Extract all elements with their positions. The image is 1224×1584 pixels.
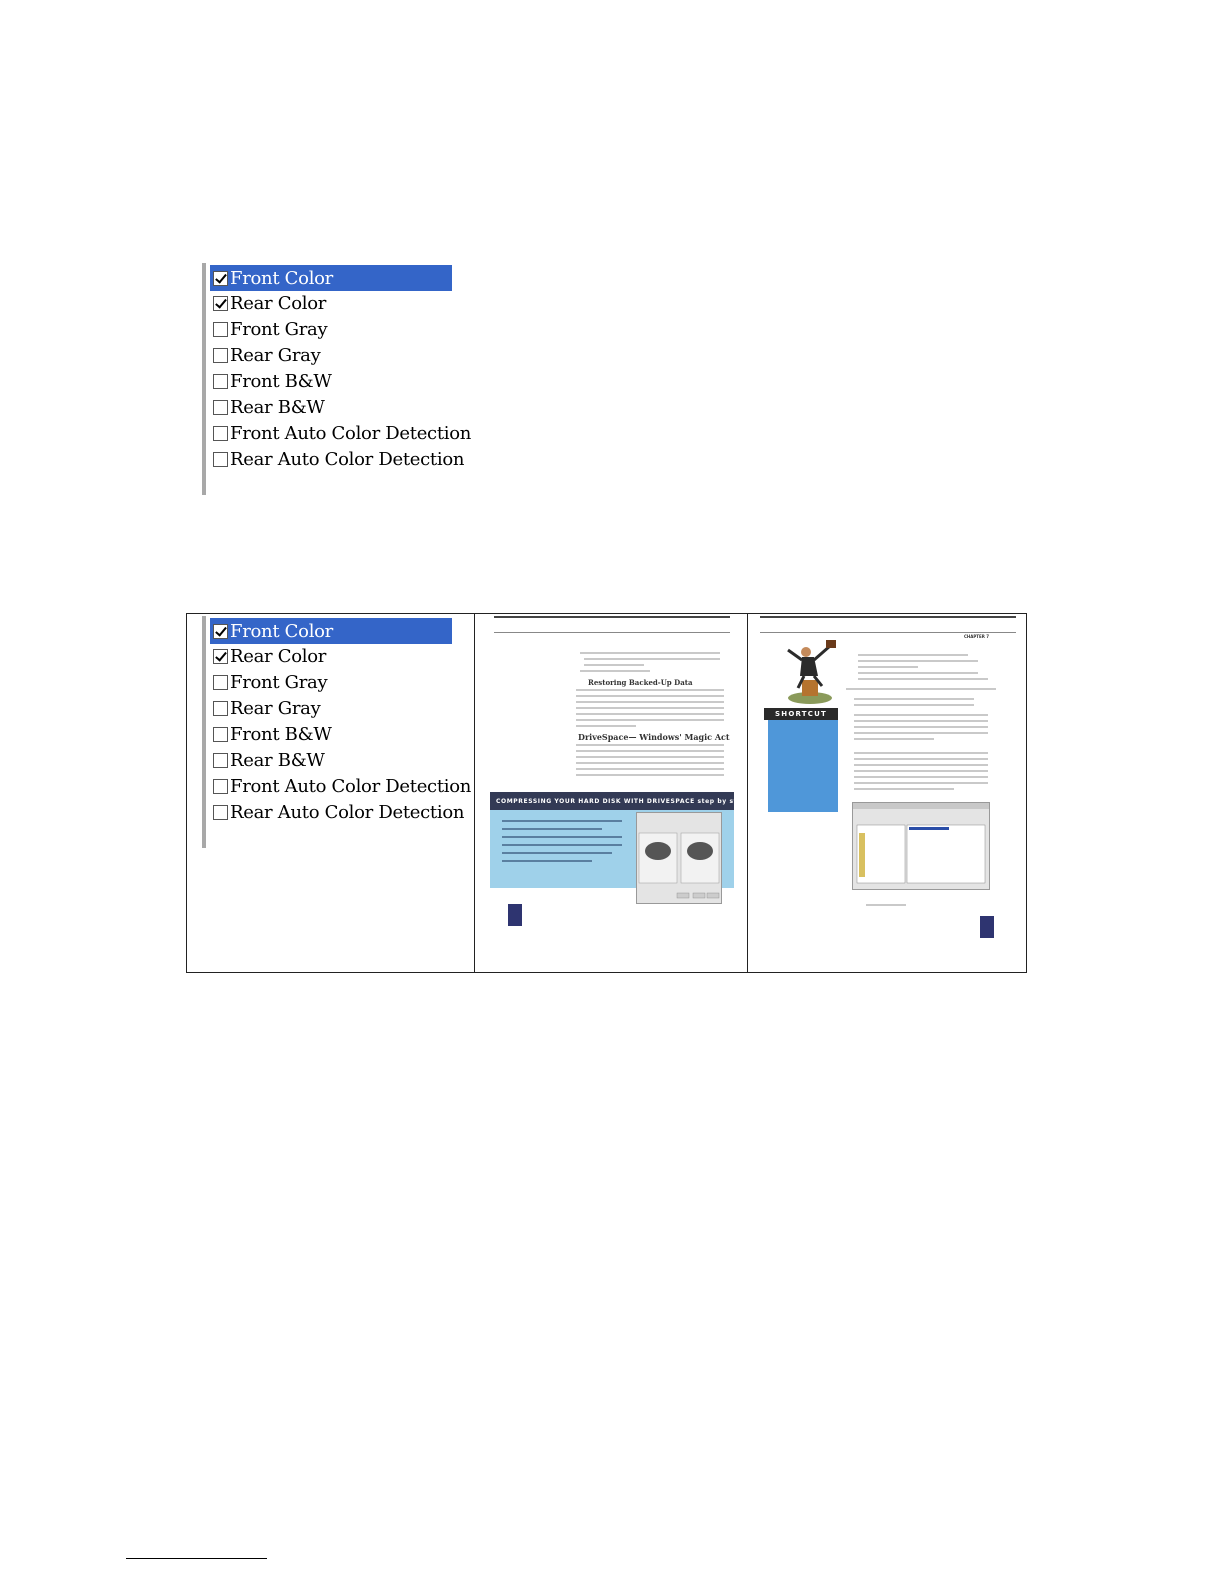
- option-label: Rear B&W: [230, 397, 325, 418]
- text-line: [858, 672, 978, 674]
- unchecked-checkbox[interactable]: [213, 727, 228, 742]
- option-row[interactable]: [210, 773, 472, 799]
- text-line: [576, 768, 724, 770]
- checked-checkbox[interactable]: [213, 649, 228, 664]
- option-row[interactable]: [210, 395, 452, 421]
- unchecked-checkbox[interactable]: [213, 374, 228, 389]
- option-row[interactable]: [210, 670, 452, 696]
- text-line: [858, 654, 968, 656]
- option-row[interactable]: [210, 265, 452, 291]
- text-line: [576, 756, 724, 758]
- text-line: [576, 750, 724, 752]
- unchecked-checkbox[interactable]: [213, 426, 228, 441]
- running-head-rule: [760, 632, 1016, 633]
- text-line: [576, 707, 724, 709]
- text-line: [854, 704, 974, 706]
- scan-option-list-table: [202, 616, 472, 848]
- option-row[interactable]: [210, 618, 452, 644]
- dialog-screenshot: [636, 812, 722, 904]
- unchecked-checkbox[interactable]: [213, 452, 228, 467]
- unchecked-checkbox[interactable]: [213, 348, 228, 363]
- text-line: [854, 764, 988, 766]
- option-label: Front Gray: [230, 319, 328, 341]
- text-line: [854, 752, 988, 754]
- section-heading: DriveSpace— Windows' Magic Act: [578, 732, 730, 742]
- text-line: [576, 701, 724, 703]
- text-line: [576, 695, 724, 697]
- unchecked-checkbox[interactable]: [213, 753, 228, 768]
- option-row[interactable]: [210, 291, 452, 317]
- text-line: [576, 744, 724, 746]
- option-label: Rear Auto Color Detection: [230, 801, 465, 823]
- text-line: [576, 689, 724, 691]
- section-heading: Restoring Backed-Up Data: [588, 678, 693, 687]
- text-line: [846, 688, 996, 690]
- list-border: [202, 263, 206, 495]
- text-line: [854, 720, 988, 722]
- unchecked-checkbox[interactable]: [213, 322, 228, 337]
- page-number-tab: [980, 916, 994, 938]
- running-head-rule: [494, 632, 730, 633]
- backup-window-screenshot: [852, 802, 990, 890]
- option-label: Rear Gray: [230, 698, 321, 720]
- step-line: [502, 860, 592, 862]
- option-label: Rear Gray: [230, 345, 321, 367]
- option-label: Rear Color: [230, 646, 327, 668]
- step-line: [502, 820, 622, 822]
- page-top-border: [494, 616, 730, 618]
- text-line: [854, 776, 988, 778]
- text-line: [854, 714, 988, 716]
- dialog-drives-graphic: [637, 813, 721, 903]
- step-line: [502, 844, 622, 846]
- text-line: [854, 770, 988, 772]
- text-line: [854, 698, 974, 700]
- running-businessman-illustration: [780, 636, 840, 706]
- text-line: [854, 782, 988, 784]
- option-row[interactable]: [210, 696, 452, 722]
- text-line: [854, 758, 988, 760]
- checked-checkbox[interactable]: [213, 271, 228, 286]
- option-row[interactable]: [210, 722, 452, 748]
- list-border: [202, 616, 206, 848]
- text-line: [584, 658, 720, 660]
- text-line: [576, 762, 724, 764]
- scanned-page-front: [488, 616, 747, 936]
- footnote-separator: [126, 1558, 267, 1559]
- option-row[interactable]: [210, 799, 465, 825]
- unchecked-checkbox[interactable]: [213, 675, 228, 690]
- text-line: [854, 788, 954, 790]
- option-row[interactable]: [210, 748, 452, 774]
- unchecked-checkbox[interactable]: [213, 779, 228, 794]
- option-label: Rear B&W: [230, 750, 325, 771]
- step-by-step-banner: COMPRESSING YOUR HARD DISK WITH DRIVESPACE step by step: [490, 792, 734, 810]
- option-label: Front Gray: [230, 672, 328, 694]
- option-label: Front B&W: [230, 724, 332, 746]
- text-line: [858, 660, 978, 662]
- text-line: [866, 904, 906, 906]
- text-line: [854, 726, 988, 728]
- option-row[interactable]: [210, 317, 452, 343]
- text-line: [580, 670, 650, 672]
- text-line: [584, 664, 644, 666]
- unchecked-checkbox[interactable]: [213, 400, 228, 415]
- option-label: Rear Auto Color Detection: [230, 448, 465, 470]
- option-row[interactable]: [210, 343, 452, 369]
- text-line: [858, 678, 988, 680]
- checked-checkbox[interactable]: [213, 296, 228, 311]
- running-head: CHAPTER 7: [964, 634, 990, 639]
- option-label: Front Color: [230, 267, 333, 289]
- page-number-tab: [508, 904, 522, 926]
- option-label: Front Color: [230, 620, 333, 642]
- text-line: [854, 732, 988, 734]
- option-row[interactable]: [210, 446, 465, 472]
- step-line: [502, 828, 602, 830]
- option-label: Front B&W: [230, 371, 332, 393]
- option-label: Rear Color: [230, 293, 327, 315]
- option-label: Front Auto Color Detection: [230, 775, 472, 797]
- text-line: [580, 652, 720, 654]
- option-row[interactable]: [210, 369, 452, 395]
- checked-checkbox[interactable]: [213, 624, 228, 639]
- option-row[interactable]: [210, 644, 452, 670]
- step-line: [502, 852, 612, 854]
- page-top-border: [760, 616, 1016, 618]
- option-label: Front Auto Color Detection: [230, 422, 472, 444]
- text-line: [858, 666, 918, 668]
- unchecked-checkbox[interactable]: [213, 701, 228, 716]
- text-line: [576, 725, 636, 727]
- scanned-page-rear: [758, 616, 1020, 946]
- shortcut-sidebar: [768, 720, 838, 812]
- text-line: [576, 713, 724, 715]
- text-line: [854, 738, 934, 740]
- option-row[interactable]: [210, 420, 472, 446]
- unchecked-checkbox[interactable]: [213, 805, 228, 820]
- text-line: [576, 774, 724, 776]
- backup-window-graphic: [853, 803, 989, 889]
- step-line: [502, 836, 622, 838]
- text-line: [576, 719, 724, 721]
- scan-option-list-top: [202, 263, 472, 495]
- shortcut-sidebar-title: SHORTCUT: [764, 708, 838, 720]
